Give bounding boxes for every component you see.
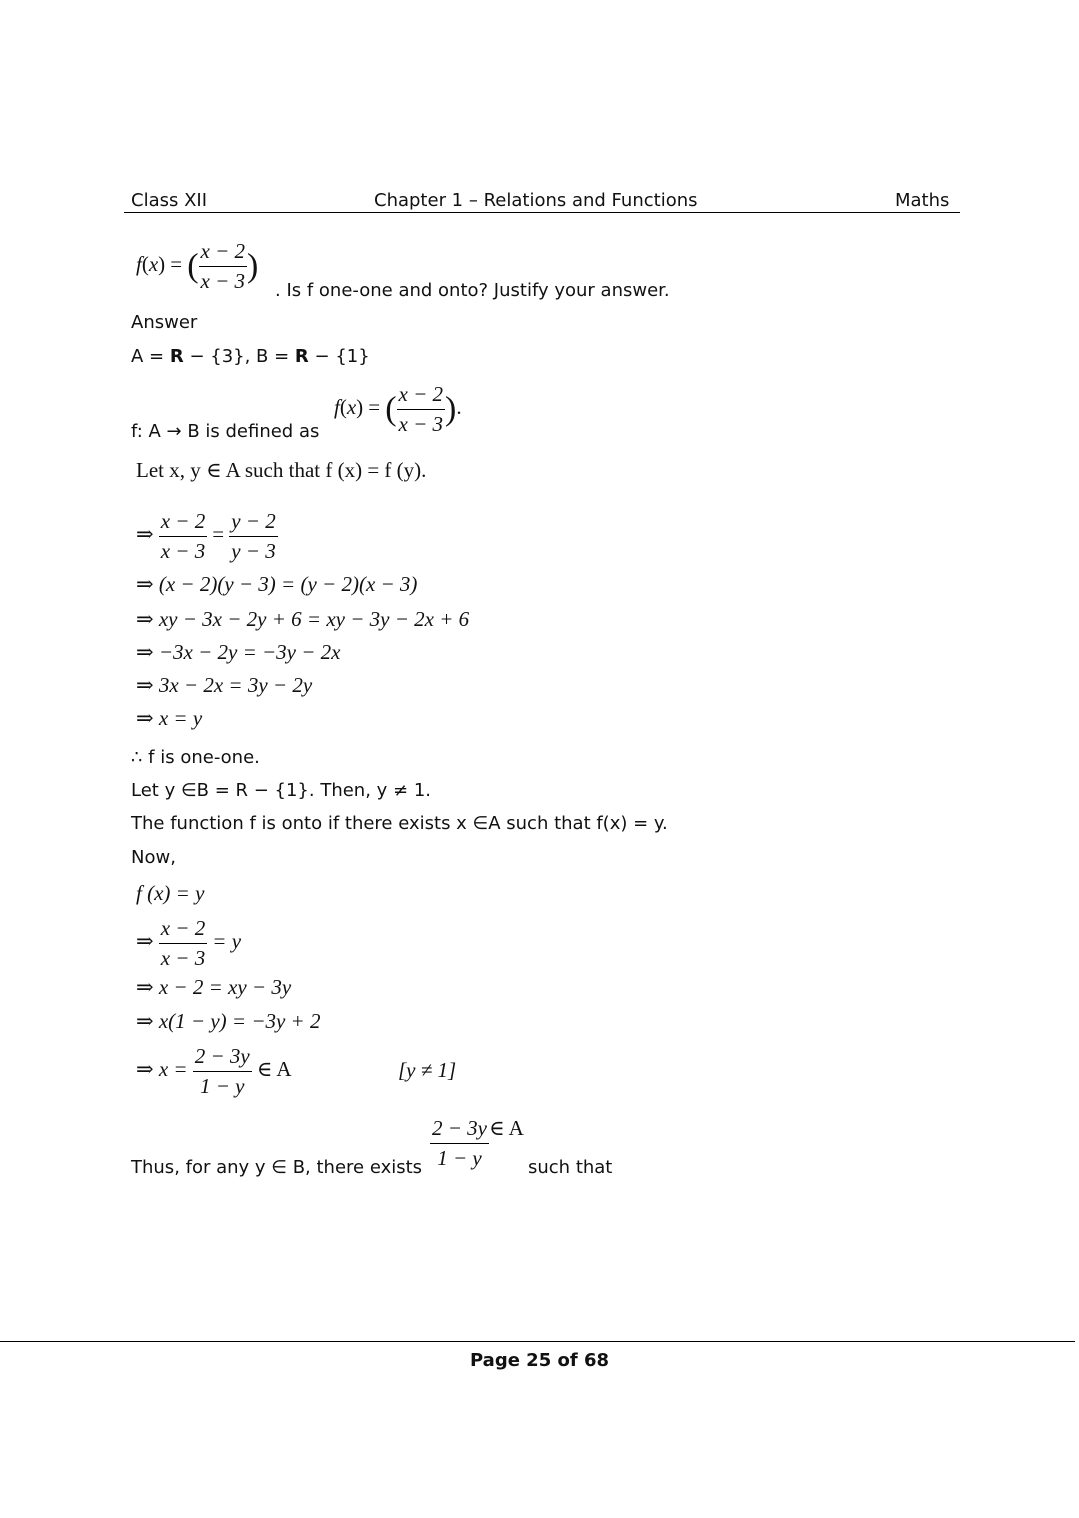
step-rearrange: ⇒ 3x − 2x = 3y − 2y <box>136 673 313 697</box>
onto-step-5: ⇒ x = $\frac{2 - 3y}{1 - y}$ ∈ A <box>136 1044 292 1098</box>
thus-text: Thus, for any y ∈ B, there exists <box>131 1157 423 1178</box>
now-label: Now, <box>131 847 176 868</box>
thus-formula: $\frac{2 - 3y}{1 - y}$ ∈ A <box>432 1116 524 1170</box>
let-xy-statement: Let x, y ∈ A such that f (x) = f (y). <box>136 458 427 482</box>
step-simplify: ⇒ −3x − 2y = −3y − 2x <box>136 640 341 664</box>
question-text: . Is f one-one and onto? Justify your answer. <box>275 280 670 301</box>
step-cross-multiply: ⇒ (x − 2)(y − 3) = (y − 2)(x − 3) <box>136 572 418 596</box>
answer-label: Answer <box>131 312 198 333</box>
header-rule <box>124 212 960 213</box>
onto-definition: The function f is onto if there exists x ∈A such that f(x) = y. <box>131 813 668 834</box>
question-formula: f(x) = ( $\frac{x - 2}{x - 3}$ ) <box>136 239 259 293</box>
header-subject: Maths <box>895 190 950 211</box>
step-result: ⇒ x = y <box>136 706 203 730</box>
thus-such-that: such that <box>528 1157 613 1178</box>
page-number: Page 25 of 68 <box>469 1350 610 1371</box>
sets-definition: A = R − {3}, B = R − {1} <box>131 346 370 367</box>
onto-step-2: ⇒ $\frac{x - 2}{x - 3}$ = y <box>136 916 242 970</box>
onto-step-4: ⇒ x(1 − y) = −3y + 2 <box>136 1009 321 1033</box>
condition-note: [y ≠ 1] <box>398 1058 457 1082</box>
header-chapter: Chapter 1 – Relations and Functions <box>374 190 698 211</box>
onto-step-3: ⇒ x − 2 = xy − 3y <box>136 975 292 999</box>
step-expand: ⇒ xy − 3x − 2y + 6 = xy − 3y − 2x + 6 <box>136 607 470 631</box>
function-definition-formula: f(x) = ( $\frac{x - 2}{x - 3}$ ). <box>334 382 462 436</box>
footer-rule <box>0 1341 1075 1342</box>
header-class: Class XII <box>131 190 208 211</box>
onto-step-1: f (x) = y <box>136 881 205 905</box>
one-one-conclusion: ∴ f is one-one. <box>131 747 260 768</box>
let-y-statement: Let y ∈B = R − {1}. Then, y ≠ 1. <box>131 780 432 801</box>
step-fraction-equality: ⇒ $\frac{x - 2}{x - 3}$ = $\frac{y - 2}{y - 3}$ <box>136 509 276 563</box>
function-definition-text: f: A → B is defined as <box>131 421 320 442</box>
